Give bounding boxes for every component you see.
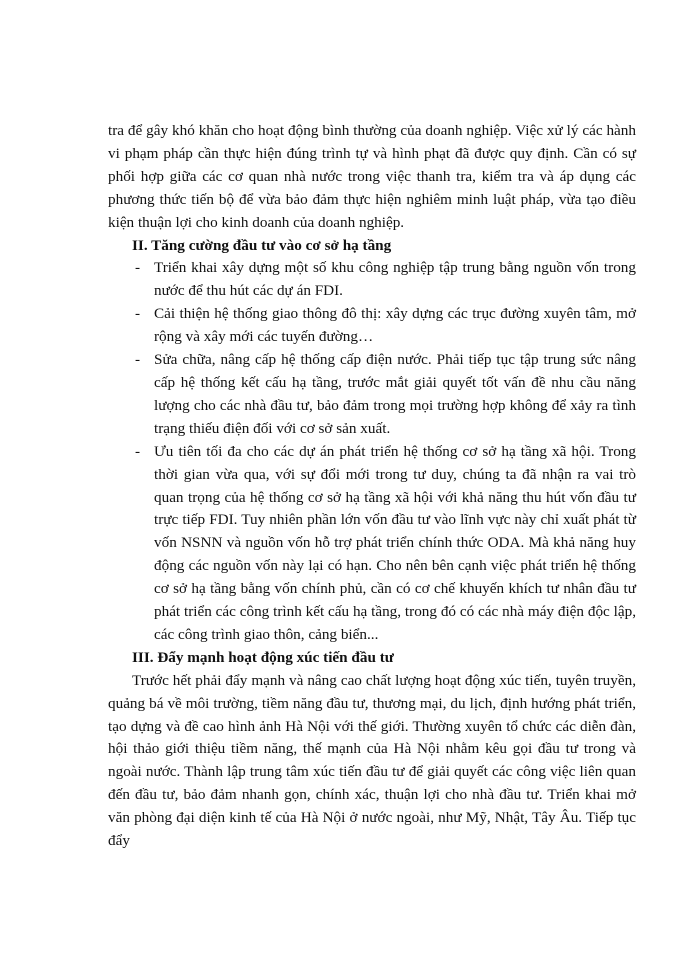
- list-item-text: Cải thiện hệ thống giao thông đô thị: xây dựng các trục đường xuyên tâm, mở rộng và xây mới các tuyến đường…: [154, 305, 636, 346]
- list-item-text: Sửa chữa, nâng cấp hệ thống cấp điện nước. Phải tiếp tục tập trung sức nâng cấp hệ thống kết cấu hạ tầng, trước mắt giải quyết tốt vấn đề nhu cầu năng lượng cho các nhà đầu tư, bảo đảm trong mọi trường hợp không để xảy ra tình trạng thiếu điện đối với cơ sở sản xuất.: [154, 351, 636, 437]
- infrastructure-list: [108, 257, 636, 646]
- list-item-text: Ưu tiên tối đa cho các dự án phát triển hệ thống cơ sở hạ tầng xã hội. Trong thời gian vừa qua, với sự đổi mới trong tư duy, chúng ta đã nhận ra vai trò quan trọng của hệ thống cơ sở hạ tầng xã hội với khả năng thu hút vốn đầu tư trực tiếp FDI. Tuy nhiên phần lớn vốn đầu tư vào lĩnh vực này chỉ xuất phát từ vốn NSNN và nguồn vốn hỗ trợ phát triển chính thức ODA. Mà khả năng huy động các nguồn vốn này lại có hạn. Cho nên bên cạnh việc phát triển hệ thống cơ sở hạ tầng bằng vốn chính phủ, cần có cơ chế khuyến khích tư nhân đầu tư phát triển các công trình kết cấu hạ tầng, trong đó có các nhà máy điện độc lập, các công trình giao thôn, cảng biển...: [154, 442, 636, 643]
- investment-promotion-paragraph: Trước hết phải đẩy mạnh và nâng cao chất lượng hoạt động xúc tiến, tuyên truyền, quảng bá về môi trường, tiềm năng đầu tư, thương mại, du lịch, định hướng phát triển, tạo dựng và đề cao hình ảnh Hà Nội với thế giới. Thường xuyên tổ chức các diễn đàn, hội thảo giới thiệu tiềm năng, thế mạnh của Hà Nội nhằm kêu gọi đầu tư trong và ngoài nước. Thành lập trung tâm xúc tiến đầu tư để giải quyết các công việc liên quan đến đầu tư, bảo đảm nhanh gọn, chính xác, thuận lợi cho nhà đầu tư. Triển khai mở văn phòng đại diện kinh tế của Hà Nội ở nước ngoài, như Mỹ, Nhật, Tây Âu. Tiếp tục đẩy: [108, 671, 636, 850]
- bullet-dash: -: [135, 442, 141, 460]
- list-item: [108, 257, 636, 303]
- bullet-dash: -: [135, 305, 141, 323]
- section-heading-ii: II. Tăng cường đầu tư vào cơ sở hạ tầng: [132, 236, 392, 254]
- continuation-paragraph: tra để gây khó khăn cho hoạt động bình thường của doanh nghiệp. Việc xử lý các hành vi phạm pháp cần thực hiện đúng trình tự và hình phạt đã được quy định. Cần có sự phối hợp giữa các cơ quan nhà nước trong việc thanh tra, kiểm tra và áp dụng các phương thức tiến bộ để vừa bảo đảm thực hiện nghiêm minh luật pháp, vừa tạo điều kiện thuận lợi cho kinh doanh của doanh nghiệp.: [108, 122, 636, 231]
- bullet-dash: -: [135, 351, 141, 369]
- bullet-dash: -: [135, 259, 141, 277]
- section-heading-iii: III. Đẩy mạnh hoạt động xúc tiến đầu tư: [132, 648, 394, 666]
- list-item: [108, 303, 636, 349]
- page-content: [108, 120, 636, 853]
- list-item-text: Triển khai xây dựng một số khu công nghiệp tập trung bằng nguồn vốn trong nước để thu hút các dự án FDI.: [154, 259, 636, 300]
- list-item: [108, 441, 636, 647]
- list-item: [108, 349, 636, 441]
